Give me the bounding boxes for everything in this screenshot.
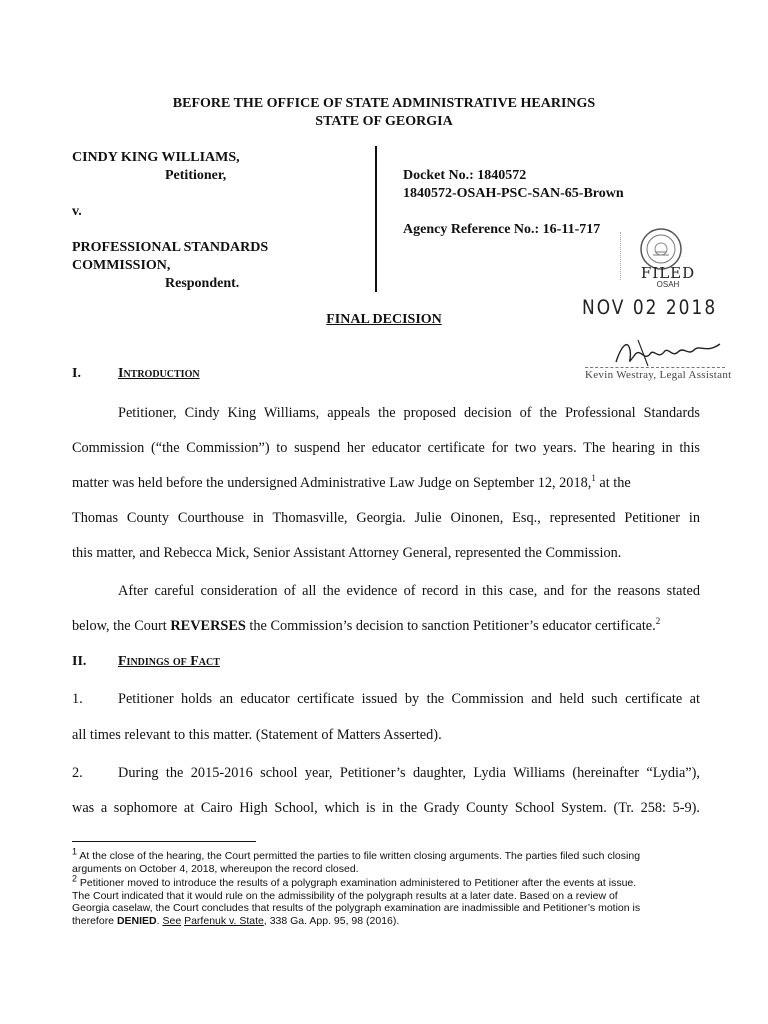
document-title: FINAL DECISION <box>326 312 442 327</box>
agency-reference: Agency Reference No.: 16-11-717 <box>403 222 601 237</box>
court-heading: BEFORE THE OFFICE OF STATE ADMINISTRATIVE HEARINGS <box>172 96 596 111</box>
petitioner-role: Petitioner, <box>165 168 227 183</box>
reverses-emphasis: REVERSES <box>170 618 246 634</box>
intro-paragraph-line: Petitioner, Cindy King Williams, appeals the proposed decision of the Professional Standards <box>118 405 700 421</box>
intro-paragraph-line: below, the Court REVERSES the Commission’s decision to sanction Petitioner’s educator certificate.$^2$ <box>72 616 661 634</box>
case-citation: Parfenuk v. State <box>184 914 264 927</box>
stamp-filed: FILED <box>640 264 696 282</box>
signature-icon <box>608 332 728 372</box>
section-title-intro: Introduction <box>118 366 200 381</box>
intro-paragraph-line: Commission (“the Commission”) to suspend her educator certificate for two years. The hearing in this <box>72 440 700 456</box>
intro-paragraph-line: matter was held before the undersigned Administrative Law Judge on September 12, 2018,$^1$ at the <box>72 473 631 491</box>
finding-number: 2. <box>72 765 83 781</box>
finding-line: During the 2015-2016 school year, Petitioner’s daughter, Lydia Williams (hereinafter “Lydia”), <box>118 765 700 781</box>
intro-paragraph-line: Thomas County Courthouse in Thomasville, Georgia. Julie Oinonen, Esq., represented Petitioner in <box>72 510 700 526</box>
footnote-2: $^2$ Petitioner moved to introduce the results of a polygraph examination administered to Petitioner after the events at issue. The Court indicated that it would rule on the admissibility of the polygraph results at a later date. Based on a review of Georgia caselaw, the Court concludes that results of the polygraph examination are inadmissible and Petitioner’s motion is therefore DENIED. See Parfenuk v. State, 338 Ga. App. 95, 98 (2016). <box>72 873 641 927</box>
docket-number-full: 1840572-OSAH-PSC-SAN-65-Brown <box>403 186 624 201</box>
footnote-ref-2[interactable]: 2 <box>655 616 661 627</box>
versus: v. <box>72 204 82 219</box>
section-number-intro: I. <box>72 366 81 381</box>
finding-line: was a sophomore at Cairo High School, which is in the Grady County School System. (Tr. 258: 5-9). <box>72 800 700 816</box>
footnote-divider <box>72 841 256 842</box>
finding-number: 1. <box>72 691 83 707</box>
section-number-findings: II. <box>72 654 87 669</box>
intro-paragraph-line: this matter, and Rebecca Mick, Senior Assistant Attorney General, represented the Commission. <box>72 545 622 561</box>
respondent-name-line2: COMMISSION, <box>72 258 171 273</box>
state-heading: STATE OF GEORGIA <box>315 114 453 129</box>
respondent-name-line1: PROFESSIONAL STANDARDS <box>72 240 269 255</box>
finding-line: Petitioner holds an educator certificate issued by the Commission and held such certificate at <box>118 691 700 707</box>
stamp-date: NOV 02 2018 <box>582 296 718 320</box>
footnote-1: $^1$ At the close of the hearing, the Court permitted the parties to file written closing arguments. The parties filed such closing arguments on October 4, 2018, whereupon the record closed. <box>72 846 641 875</box>
section-title-findings: Findings of Fact <box>118 654 220 669</box>
footnote-ref-1[interactable]: 1 <box>591 473 596 484</box>
stamp-osah: OSAH <box>656 280 680 289</box>
docket-number: Docket No.: 1840572 <box>403 168 527 183</box>
stamp-signer-name: Kevin Westray, Legal Assistant <box>585 369 732 381</box>
caption-divider <box>375 146 377 292</box>
respondent-role: Respondent. <box>165 276 240 291</box>
petitioner-name: CINDY KING WILLIAMS, <box>72 150 240 165</box>
finding-line: all times relevant to this matter. (Statement of Matters Asserted). <box>72 727 442 743</box>
intro-paragraph-line: After careful consideration of all the evidence of record in this case, and for the reasons stated <box>118 583 700 599</box>
